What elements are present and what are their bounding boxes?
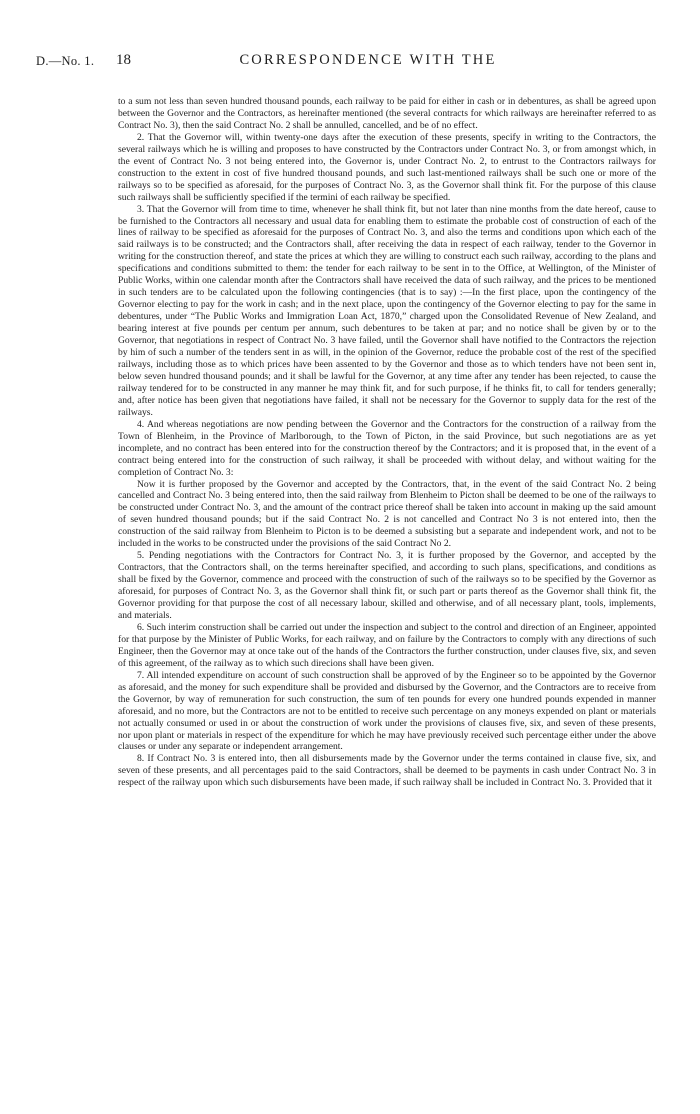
page-header xyxy=(36,52,660,74)
paragraph-continuation: to a sum not less than seven hundred thousand pounds, each railway to be paid for either in cash or in debentures, as shall be agreed upon between the Governor and the Contractors, as hereinafter mentioned (the several contracts for which railways are hereinafter referred to as Contract No. 3), then the said Contract No. 2 shall be annulled, cancelled, and be of no effect. xyxy=(118,96,656,131)
document-reference: D.—No. 1. xyxy=(36,54,95,68)
paragraph-clause-6: 6. Such interim construction shall be carried out under the inspection and subject to the control and direction of an Engineer, appointed for that purpose by the Minister of Public Works, for each railway, and on failure by the Contractors to comply with any directions of such Engineer, then the Governor may at once take out of the hands of the Contractors the further construction, under clauses five, six, and seven of this agreement, of the railway as to which such direcions shall have been given. xyxy=(118,621,656,669)
running-title: CORRESPONDENCE WITH THE xyxy=(239,52,497,68)
paragraph-clause-7: 7. All intended expenditure on account of such construction shall be approved of by the Engineer so to be appointed by the Governor as aforesaid, and the money for such expenditure shall be provided and disbursed by the Governor, and the Contractors are to receive from the Governor, by way of remuneration for such construction, the sum of ten pounds for every one hundred pounds expended in manner aforesaid, and no more, but the Contractors are not to be entitled to receive such percentage on any moneys expended on plant or materials not actually consumed or used in or about the construction of work under the provisions of clauses five, six, and seven of these presents, nor upon plant or materials in respect of the expenditure for which he may have previously received such percentage either under the above clauses or under any separate or independent arrangement. xyxy=(118,669,656,753)
paragraph-clause-3: 3. That the Governor will from time to time, whenever he shall think fit, but not later than nine months from the date hereof, cause to be furnished to the Contractors all necessary and usual data for enabling them to estimate the probable cost of construction of each of the lines of railway to be specified as aforesaid for the purposes of Contract No. 3, and also the terms and conditions upon which each of the said railways is to be constructed; and the Contractors shall, after receiving the data in respect of each railway, tender to the Governor in writing for the construction thereof, and state the prices at which they are willing to construct each such railway, according to the plans and specifications and conditions submitted to them: the tender for each railway to be sent in to the Office, at Wellington, of the Minister of Public Works, within one calendar month after the Contractors shall have received the data of such railway, and the prices to be mentioned in such tenders are to be calculated upon the following contingencies (that is to say) :—In the first place, upon the contingency of the Governor electing to pay for the work in cash; and in the next place, upon the contingency of the Governor electing to pay for the same in debentures, under “The Public Works and Immigration Loan Act, 1870,” charged upon the Consolidated Revenue of New Zealand, and bearing interest at five pounds per centum per annum, such debentures to be taken at par; and no notice shall be given by or to the Governor, that negotiations in respect of Contract No. 3 have failed, until the Governor shall have notified to the Contractors the rejection by him of such a number of the tenders sent in as will, in the opinion of the Governor, reduce the probable cost of the rest of the specified railways, including those as to which prices have been assented to by the Governor and those as to which tenders have not been sent in, below seven hundred thousand pounds; and it shall be lawful for the Governor, at any time after any tender has been rejected, to cause the railway tendered for to be constructed in any manner he may think fit, and for such purpose, if he thinks fit, to call for tenders generally; and, after notice has been given that negotiations have failed, it shall not be necessary for the Governor to supply data for the rest of the railways. xyxy=(118,203,656,418)
paragraph-clause-4: 4. And whereas negotiations are now pending between the Governor and the Contractors for the construction of a railway from the Town of Blenheim, in the Province of Marlborough, to the Town of Picton, in the said Province, but such negotiations are as yet incomplete, and no contract has been entered into for the construction thereof by the Contractors; and it is proposed that, in the event of a contract being entered into for the construction of such railway, it shall be proceeded with without delay, and without waiting for the completion of Contract No. 3: xyxy=(118,418,656,478)
paragraph-clause-2: 2. That the Governor will, within twenty-one days after the execution of these presents, specify in writing to the Contractors, the several railways which he is willing and proposes to have constructed by the Contractors under Contract No. 3, or from amongst which, in the event of Contract No. 3 not being entered into, the Governor is, under Contract No. 2, to entrust to the Contractors railways for construction to the extent in cost of five hundred thousand pounds, and such last-mentioned railways shall be such one or more of the railways so to be specified as aforesaid, for the purposes of Contract No. 3, as the Governor shall think fit. For the purpose of this clause such railways shall be sufficiently specified if the termini of each railway be specified. xyxy=(118,131,656,203)
paragraph-clause-8: 8. If Contract No. 3 is entered into, then all disbursements made by the Governor under the terms contained in clause five, six, and seven of these presents, and all percentages paid to the said Contractors, shall be deemed to be payments in cash under Contract No. 3 in respect of the railway upon which such disbursements have been made, if such railway shall be included in Contract No. 3. Provided that it xyxy=(118,753,656,789)
paragraph-clause-4-proviso: Now it is further proposed by the Governor and accepted by the Contractors, that, in the event of the said Contract No. 2 being cancelled and Contract No. 3 being entered into, then the said railway from Blenheim to Picton shall be deemed to be one of the railways to be constructed under Contract No. 3, and the amount of the contract price thereof shall be taken into account in making up the said amount of seven hundred thousand pounds; but if the said Contract No. 2 is not cancelled and Contract No 3 is not entered into, then the construction of the said railway from Blenheim to Picton is to be deemed a subsisting but a separate and independent work, and not to be included in the works to be constructed under the provisions of the said Contract No 2. xyxy=(118,478,656,550)
page-number: 18 xyxy=(116,52,131,68)
paragraph-clause-5: 5. Pending negotiations with the Contractors for Contract No. 3, it is further proposed by the Governor, and accepted by the Contractors, that the Contractors shall, on the terms hereinafter specified, and according to such plans, specifications, and conditions as shall be fixed by the Governor, commence and proceed with the construction of such of the railways so to be specified by the Governor as aforesaid, for purposes of Contract No. 3, as the Governor shall think fit, or such part or parts thereof as the Governor shall think fit, the Governor providing for that purpose the cost of all necessary labour, skilled and otherwise, and of all necessary plant, tools, implements, and materials. xyxy=(118,550,656,621)
document-body xyxy=(118,96,656,789)
